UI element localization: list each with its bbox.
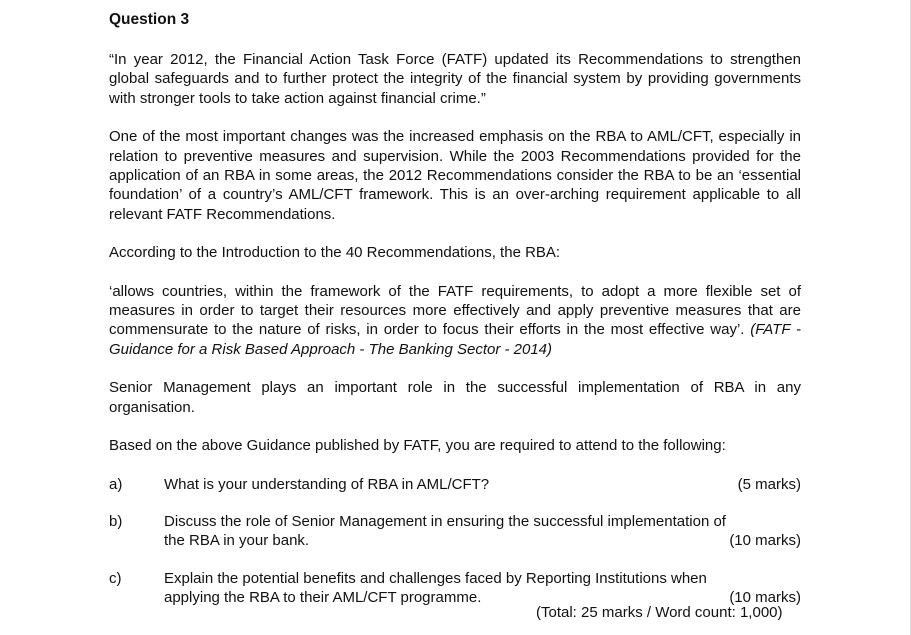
question-item-a [109,475,801,494]
rba-quote-paragraph [109,282,801,360]
question-letter: a) [109,475,123,493]
question-text: What is your understanding of RBA in AML/CFT? [164,475,490,493]
question-item-c [109,569,801,621]
question-line-2: the RBA in your bank. [164,532,310,550]
senior-management-paragraph: Senior Management plays an important role in the successful implementation of RBA in any organisation. [109,379,801,416]
total-marks-line-cutoff [536,603,801,621]
document-content [109,10,801,626]
intro-paragraph: “In year 2012, the Financial Action Task Force (FATF) updated its Recommendations to strengthen global safeguards and to further protect the integrity of the financial system by providing governments with stronger tools to take action against financial crime.” [109,51,801,107]
question-marks: (10 marks) [729,589,801,607]
rba-quote-citation: (FATF - Guidance for a Risk Based Approach - The Banking Sector - 2014) [109,321,801,358]
according-paragraph: According to the Introduction to the 40 Recommendations, the RBA: [109,244,561,262]
question-letter: b) [109,512,123,530]
question-item-b [109,512,801,551]
question-heading: Question 3 [109,11,190,28]
changes-paragraph: One of the most important changes was the increased emphasis on the RBA to AML/CFT, especially in relation to preventive measures and supervision. While the 2003 Recommendations provided for the application of an RBA in some areas, the 2012 Recommendations consider the RBA to be an ‘essential foundation’ of a country’s AML/CFT framework. This is an over-arching requirement applicable to all relevant FATF Recommendations. [109,128,801,223]
question-letter: c) [109,569,122,587]
instructions-paragraph: Based on the above Guidance published by FATF, you are required to attend to the following: [109,437,726,455]
question-marks: (10 marks) [729,532,801,550]
question-marks: (5 marks) [737,475,801,493]
rba-quote-text: ‘allows countries, within the framework of the FATF requirements, to adopt a more flexible set of measures in order to target their resources more effectively and apply preventive measures that are commensurate to the nature of risks, in order to focus their efforts in the most effective way’. [109,282,801,339]
question-line-1: Explain the potential benefits and challenges faced by Reporting Institutions when [164,569,707,587]
question-line-2: applying the RBA to their AML/CFT programme. [164,589,482,607]
total-marks-text: (Total: 25 marks / Word count: 1,000) [536,603,783,621]
question-line-1: Discuss the role of Senior Management in ensuring the successful implementation of [164,512,726,530]
